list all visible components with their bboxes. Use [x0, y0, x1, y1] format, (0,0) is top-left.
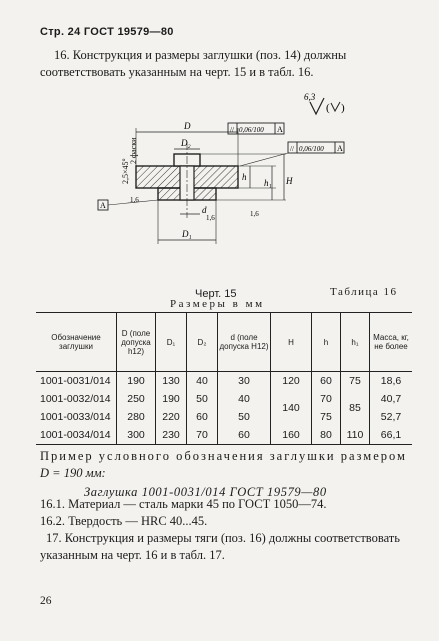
cell: 70	[312, 390, 341, 408]
cell: 280	[117, 408, 156, 426]
cell: 230	[156, 426, 187, 445]
table-caption: Таблица 16	[330, 286, 398, 298]
svg-text:0,06/100: 0,06/100	[239, 126, 264, 134]
col-D2: D₂	[187, 313, 218, 372]
cell: 60	[312, 372, 341, 391]
page-number: 26	[40, 595, 52, 607]
cell: 1001-0034/014	[36, 426, 117, 445]
svg-text:A: A	[337, 144, 343, 153]
paragraph-16: 16. Конструкция и размеры заглушки (поз. 14) должны соответствовать указанным на черт. 15 и в табл. 16.	[40, 48, 347, 79]
roughness-1-6-c: 1,6	[206, 214, 215, 222]
cell: 52,7	[370, 408, 413, 426]
item-17: 17. Конструкция и размеры тяги (поз. 16) должны соответствовать указанным на черт. 16 и в табл. 17.	[40, 531, 400, 562]
cell: 190	[117, 372, 156, 391]
cell: 50	[218, 408, 271, 426]
cell: 40	[218, 390, 271, 408]
roughness-1-6-b: 1,6	[250, 210, 259, 218]
chamfer-note: 2 фаски	[129, 137, 138, 164]
roughness-1-6-a: 1,6	[130, 196, 139, 204]
table-row	[36, 390, 412, 408]
example-formula: D = 190 мм:	[40, 466, 106, 480]
cell: 50	[187, 390, 218, 408]
dim-H: H	[286, 176, 293, 186]
cell: 60	[187, 408, 218, 426]
item-16-1: 16.1. Материал — сталь марки 45 по ГОСТ 1050—74.	[40, 497, 327, 511]
cell: 60	[218, 426, 271, 445]
cell: 250	[117, 390, 156, 408]
dim-h: h	[242, 172, 247, 182]
cell: 130	[156, 372, 187, 391]
cell: 18,6	[370, 372, 413, 391]
cell: 75	[341, 372, 370, 391]
dim-h1: h₁	[264, 178, 272, 188]
svg-text:): )	[341, 102, 345, 114]
technical-drawing	[90, 92, 360, 272]
sizes-caption: Размеры в мм	[170, 298, 265, 310]
cell: 1001-0032/014	[40, 393, 111, 405]
table-row	[36, 372, 412, 391]
cell: 220	[156, 408, 187, 426]
datum-A: A	[100, 201, 106, 210]
col-designation: Обозначение заглушки	[36, 313, 117, 372]
svg-text:0,06/100: 0,06/100	[299, 145, 324, 153]
dim-D2: D₂	[181, 138, 191, 148]
page-header: Стр. 24 ГОСТ 19579—80	[40, 26, 174, 38]
dim-D1: D₁	[182, 229, 192, 239]
example-lead: Пример условного обозначения заглушки размером	[40, 449, 407, 463]
cell: 40,7	[370, 390, 413, 408]
cell: 85	[341, 390, 370, 426]
roughness-value: 6,3	[304, 92, 316, 102]
col-d: d (поле допуска H12)	[218, 313, 271, 372]
col-h: h	[312, 313, 341, 372]
drawing-caption: Черт. 15	[195, 288, 237, 300]
col-H: H	[271, 313, 312, 372]
cell: 110	[341, 426, 370, 445]
designation-example: Заглушка 1001-0031/014 ГОСТ 19579—80	[84, 485, 327, 499]
col-D: D (поле допуска h12)	[117, 313, 156, 372]
cell: 1001-0033/014	[40, 411, 111, 423]
cell: 75	[312, 408, 341, 426]
col-mass: Масса, кг, не более	[370, 313, 413, 372]
table-header-row	[36, 313, 412, 372]
dim-D: D	[184, 121, 191, 131]
col-h1: h₁	[341, 313, 370, 372]
cell: 190	[156, 390, 187, 408]
chamfer-size: 2,5×45°	[121, 158, 130, 184]
items-block	[40, 496, 420, 564]
item-16-2: 16.2. Твердость — HRC 40...45.	[40, 514, 208, 528]
svg-text://: //	[290, 145, 294, 153]
svg-text:(: (	[326, 102, 330, 114]
svg-text:A: A	[277, 125, 283, 134]
cell: 300	[117, 426, 156, 445]
cell: 160	[271, 426, 312, 445]
cell: 140	[271, 390, 312, 426]
cell: 1001-0031/014	[40, 375, 111, 387]
cell: 30	[218, 372, 271, 391]
table-16	[36, 312, 412, 445]
roughness-mark	[304, 92, 345, 114]
cell: 80	[312, 426, 341, 445]
table-row	[36, 426, 412, 445]
dim-d: d	[202, 205, 207, 215]
example-paragraph	[40, 448, 416, 482]
cell: 66,1	[370, 426, 413, 445]
col-D1: D₁	[156, 313, 187, 372]
tolerance-frame-2	[288, 142, 344, 153]
cell: 70	[187, 426, 218, 445]
svg-text://: //	[230, 126, 234, 134]
cell: 120	[271, 372, 312, 391]
cell: 40	[187, 372, 218, 391]
